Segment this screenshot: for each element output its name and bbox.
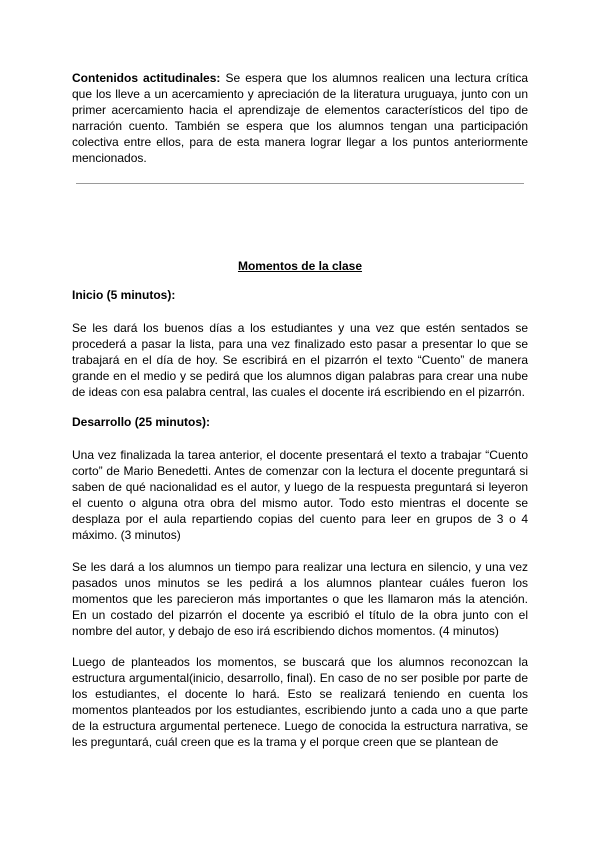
document-page xyxy=(72,70,528,750)
section-title: Momentos de la clase xyxy=(237,259,363,273)
desarrollo-paragraph-1: Una vez finalizada la tarea anterior, el docente presentará el texto a trabajar “Cuento corto” de Mario Benedetti. Antes de comenzar con la lectura el docente preguntará si saben de qué nacionalidad es el autor, y luego de la respuesta preguntará si leyeron el cuento o alguna otra obra del mismo autor. Todo esto mientras el docente se desplaza por el aula repartiendo copias del cuento para leer en grupos de 3 o 4 máximo. (3 minutos) xyxy=(72,448,528,542)
inicio-paragraph: Se les dará los buenos días a los estudiantes y una vez que estén sentados se procederá a pasar la lista, para una vez finalizado esto pasar a presentar lo que se trabajará en el día de hoy. Se escribirá en el pizarrón el texto “Cuento” de manera grande en el medio y se pedirá que los alumnos digan palabras para crear una nube de ideas con esa palabra central, las cuales el docente irá escribiendo en el pizarrón. xyxy=(72,321,528,399)
actitudinales-text: Se espera que los alumnos realicen una lectura crítica que los lleve a un acercamiento y apreciación de la literatura uruguaya, junto con un primer acercamiento hacia el aprendizaje de elementos característicos del tipo de narración cuento. También se espera que los alumnos tengan una participación colectiva entre ellos, para de esta manera lograr llegar a los puntos anteriormente mencionados. xyxy=(72,71,529,165)
desarrollo-paragraph-3: Luego de planteados los momentos, se buscará que los alumnos reconozcan la estructura argumental(inicio, desarrollo, final). En caso de no ser posible por parte de los estudiantes, el docente lo hará. Esto se realizará teniendo en cuenta los momentos planteados por los estudiantes, escribiendo junto a cada uno a que parte de la estructura argumental pertenece. Luego de conocida la estructura narrativa, se les preguntará, cuál creen que es la trama y el porque creen que se plantean de xyxy=(72,655,528,749)
desarrollo-heading: Desarrollo (25 minutos): xyxy=(72,415,211,429)
actitudinales-label: Contenidos actitudinales: xyxy=(72,71,221,85)
inicio-heading: Inicio (5 minutos): xyxy=(72,288,176,302)
actitudinales-paragraph xyxy=(72,70,528,166)
desarrollo-paragraph-2: Se les dará a los alumnos un tiempo para realizar una lectura en silencio, y una vez pasados unos minutos se les pedirá a los alumnos plantear cuáles fueron los momentos que les parecieron más importantes o que les llamaron más la atención. En un costado del pizarrón el docente ya escribió el título de la obra junto con el nombre del autor, y debajo de eso irá escribiendo dichos momentos. (4 minutos) xyxy=(72,560,528,638)
horizontal-divider xyxy=(76,183,524,184)
